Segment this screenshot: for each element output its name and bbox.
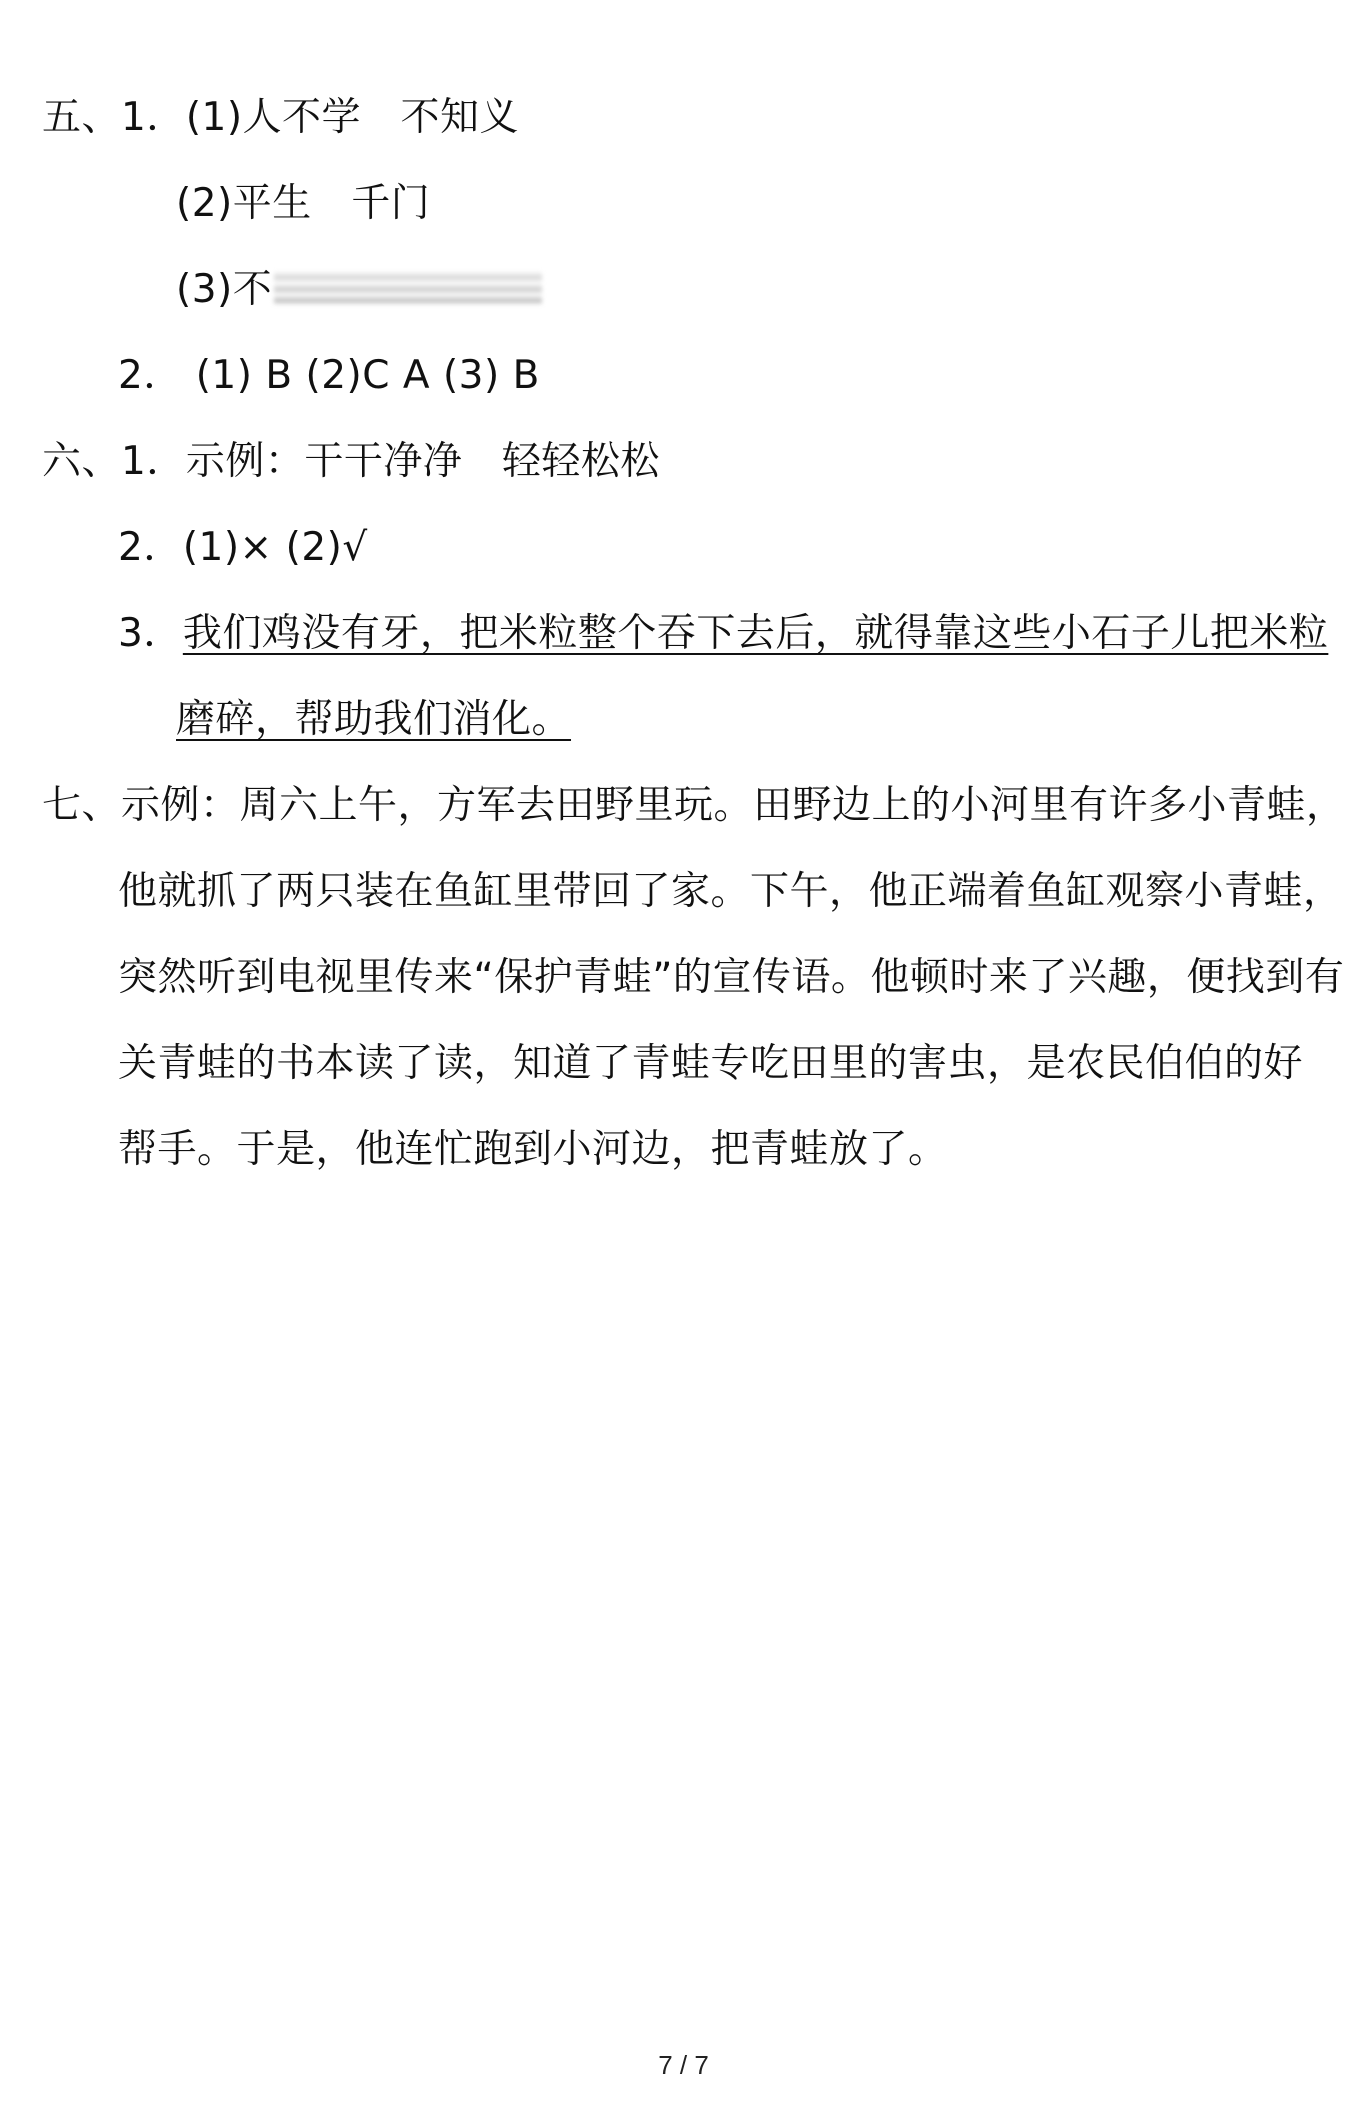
redaction-mark (274, 271, 542, 305)
section-six-q3-answer-line2: 磨碎，帮助我们消化。 (176, 697, 572, 742)
section-six-q3-line1 (118, 606, 1328, 662)
section-five-q1-line1: 五、1．(1)人不学 不知义 (42, 95, 520, 140)
section-seven-line2: 他就抓了两只装在鱼缸里带回了家。下午，他正端着鱼缸观察小青蛙， (118, 869, 1343, 914)
section-seven-line5: 帮手。于是，他连忙跑到小河边，把青蛙放了。 (118, 1127, 948, 1172)
section-five-q2: 2． (1) B (2)C A (3) B (118, 353, 540, 398)
section-seven-line4: 关青蛙的书本读了读，知道了青蛙专吃田里的害虫，是农民伯伯的好 (118, 1041, 1304, 1086)
section-six-q2: 2．(1)× (2)√ (118, 525, 368, 570)
section-six-q3-number: 3． (118, 611, 183, 656)
section-six-q3-answer-line1: 我们鸡没有牙，把米粒整个吞下去后，就得靠这些小石子儿把米粒 (182, 611, 1329, 656)
section-seven-line1: 七、示例：周六上午，方军去田野里玩。田野边上的小河里有许多小青蛙， (42, 783, 1346, 828)
section-six-q3-line2 (176, 692, 571, 748)
section-five-q1-line3 (176, 262, 542, 318)
section-seven-line3: 突然听到电视里传来“保护青蛙”的宣传语。他顿时来了兴趣，便找到有 (118, 955, 1345, 1000)
page-number: 7 / 7 (658, 2050, 709, 2080)
section-five-q1-line3-text: (3)不 (176, 267, 273, 312)
section-six-q1: 六、1．示例：干干净净 轻轻松松 (42, 439, 660, 484)
section-five-q1-line2: (2)平生 千门 (176, 181, 431, 226)
